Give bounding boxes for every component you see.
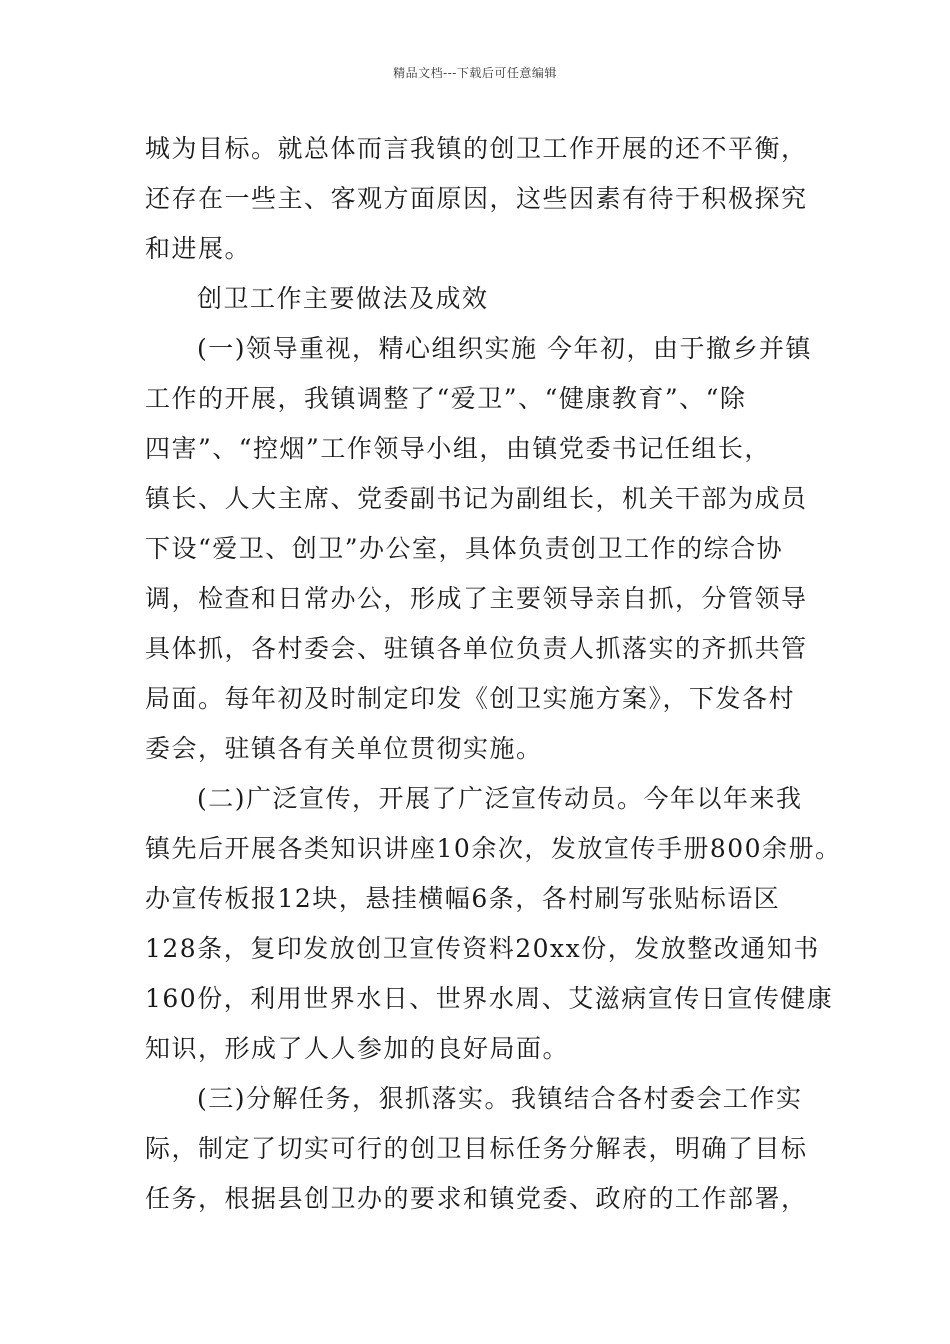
paragraph-line: (一)领导重视，精心组织实施 今年初，由于撤乡并镇: [197, 334, 812, 363]
paragraph-line: 具体抓，各村委会、驻镇各单位负责人抓落实的齐抓共管: [145, 634, 808, 663]
paragraph-line: 委会，驻镇各有关单位贯彻实施。: [145, 734, 543, 763]
paragraph-line: 调，检查和日常办公，形成了主要领导亲自抓，分管领导: [145, 584, 808, 613]
paragraph-line: 局面。每年初及时制定印发《创卫实施方案》，下发各村: [145, 684, 796, 713]
page-header: 精品文档---下载后可任意编辑: [393, 66, 557, 80]
paragraph-line: 工作的开展，我镇调整了“爱卫”、“健康教育”、“除: [145, 384, 747, 413]
paragraph-line: 知识，形成了人人参加的良好局面。: [145, 1034, 570, 1063]
paragraph-line: 办宣传板报12块，悬挂横幅6条，各村刷写张贴标语区: [145, 884, 781, 913]
paragraph-line: 城为目标。就总体而言我镇的创卫工作开展的还不平衡，: [145, 134, 808, 163]
paragraph-line: 160份，利用世界水日、世界水周、艾滋病宣传日宣传健康: [145, 984, 834, 1013]
paragraph-line: (二)广泛宣传，开展了广泛宣传动员。今年以年来我: [197, 784, 803, 813]
paragraph-line: 和进展。: [145, 234, 252, 263]
paragraph-line: 镇长、人大主席、党委副书记为副组长，机关干部为成员: [145, 484, 808, 513]
document-body: [145, 124, 842, 1224]
paragraph-line: 际，制定了切实可行的创卫目标任务分解表，明确了目标: [145, 1134, 808, 1163]
paragraph-line: 下设“爱卫、创卫”办公室，具体负责创卫工作的综合协: [145, 534, 784, 563]
paragraph-line: 四害”、“控烟”工作领导小组，由镇党委书记任组长，: [145, 434, 771, 463]
section-heading: 创卫工作主要做法及成效: [197, 284, 489, 313]
paragraph-line: 镇先后开展各类知识讲座10余次，发放宣传手册800余册。: [145, 834, 842, 863]
paragraph-line: 还存在一些主、客观方面原因，这些因素有待于积极探究: [145, 184, 808, 213]
paragraph-line: 128条，复印发放创卫宣传资料20xx份，发放整改通知书: [145, 934, 820, 963]
paragraph-line: 任务，根据县创卫办的要求和镇党委、政府的工作部署，: [145, 1184, 808, 1213]
paragraph-line: (三)分解任务，狠抓落实。我镇结合各村委会工作实: [197, 1084, 803, 1113]
